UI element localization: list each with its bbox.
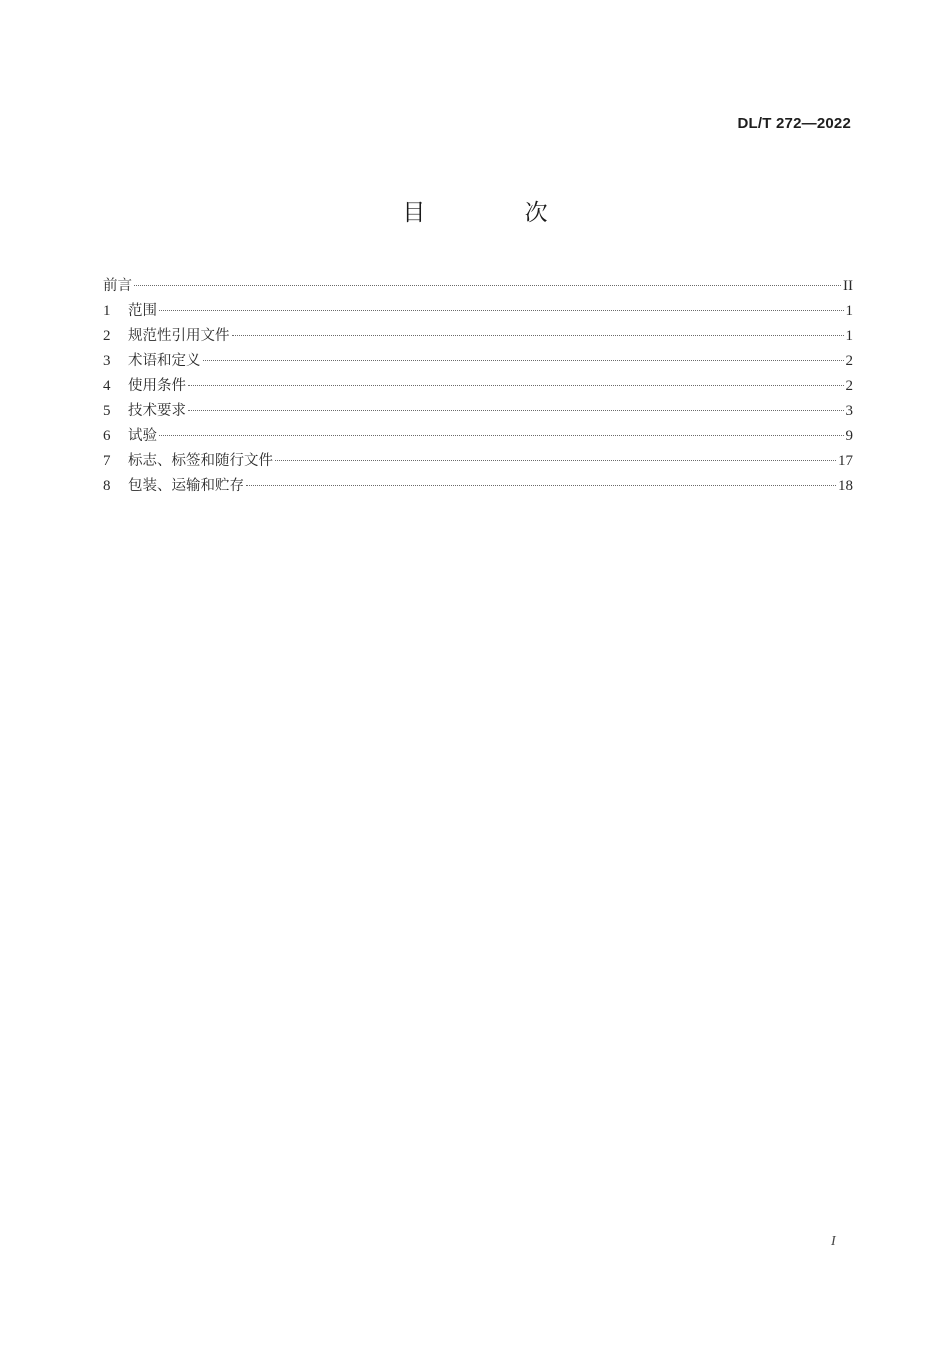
toc-leader-dots (246, 485, 836, 486)
toc-entry-normative-references[interactable] (103, 324, 853, 349)
toc-leader-dots (275, 460, 836, 461)
standard-code: DL/T 272—2022 (737, 115, 851, 132)
toc-entry-page: 1 (845, 328, 853, 344)
toc-entry-page: 17 (838, 453, 853, 469)
toc-entry-label: 使用条件 (128, 378, 186, 394)
toc-entry-terms-definitions[interactable] (103, 349, 853, 374)
toc-entry-label: 标志、标签和随行文件 (128, 453, 273, 469)
toc-entry-label: 包装、运输和贮存 (128, 478, 244, 494)
toc-entry-number: 5 (103, 403, 111, 419)
toc-entry-packaging-transport-storage[interactable] (103, 474, 853, 499)
page-title: 目 次 (402, 200, 594, 226)
toc-entry-label: 范围 (128, 303, 157, 319)
toc-leader-dots (159, 435, 844, 436)
table-of-contents (103, 274, 853, 499)
toc-entry-number: 4 (103, 378, 111, 394)
toc-entry-label: 试验 (128, 428, 157, 444)
toc-leader-dots (203, 360, 844, 361)
toc-entry-number: 3 (103, 353, 111, 369)
toc-entry-number: 1 (103, 303, 111, 319)
toc-entry-foreword[interactable] (103, 274, 853, 299)
toc-entry-number: 8 (103, 478, 111, 494)
toc-entry-page: 2 (845, 353, 853, 369)
toc-entry-number: 7 (103, 453, 111, 469)
toc-entry-label: 规范性引用文件 (128, 328, 230, 344)
toc-entry-page: II (843, 278, 853, 294)
toc-entry-page: 18 (838, 478, 853, 494)
toc-entry-tests[interactable] (103, 424, 853, 449)
toc-entry-number: 2 (103, 328, 111, 344)
toc-entry-label: 前言 (103, 278, 132, 294)
toc-entry-page: 1 (845, 303, 853, 319)
toc-entry-label: 术语和定义 (128, 353, 201, 369)
toc-entry-number: 6 (103, 428, 111, 444)
toc-entry-service-conditions[interactable] (103, 374, 853, 399)
toc-leader-dots (159, 310, 844, 311)
toc-entry-page: 2 (845, 378, 853, 394)
toc-entry-page: 3 (845, 403, 853, 419)
toc-leader-dots (188, 410, 844, 411)
page-number: I (831, 1234, 836, 1249)
toc-leader-dots (134, 285, 841, 286)
toc-entry-technical-requirements[interactable] (103, 399, 853, 424)
toc-entry-page: 9 (845, 428, 853, 444)
toc-entry-marking-labels-documents[interactable] (103, 449, 853, 474)
toc-leader-dots (232, 335, 844, 336)
toc-entry-scope[interactable] (103, 299, 853, 324)
toc-entry-label: 技术要求 (128, 403, 186, 419)
toc-leader-dots (188, 385, 844, 386)
